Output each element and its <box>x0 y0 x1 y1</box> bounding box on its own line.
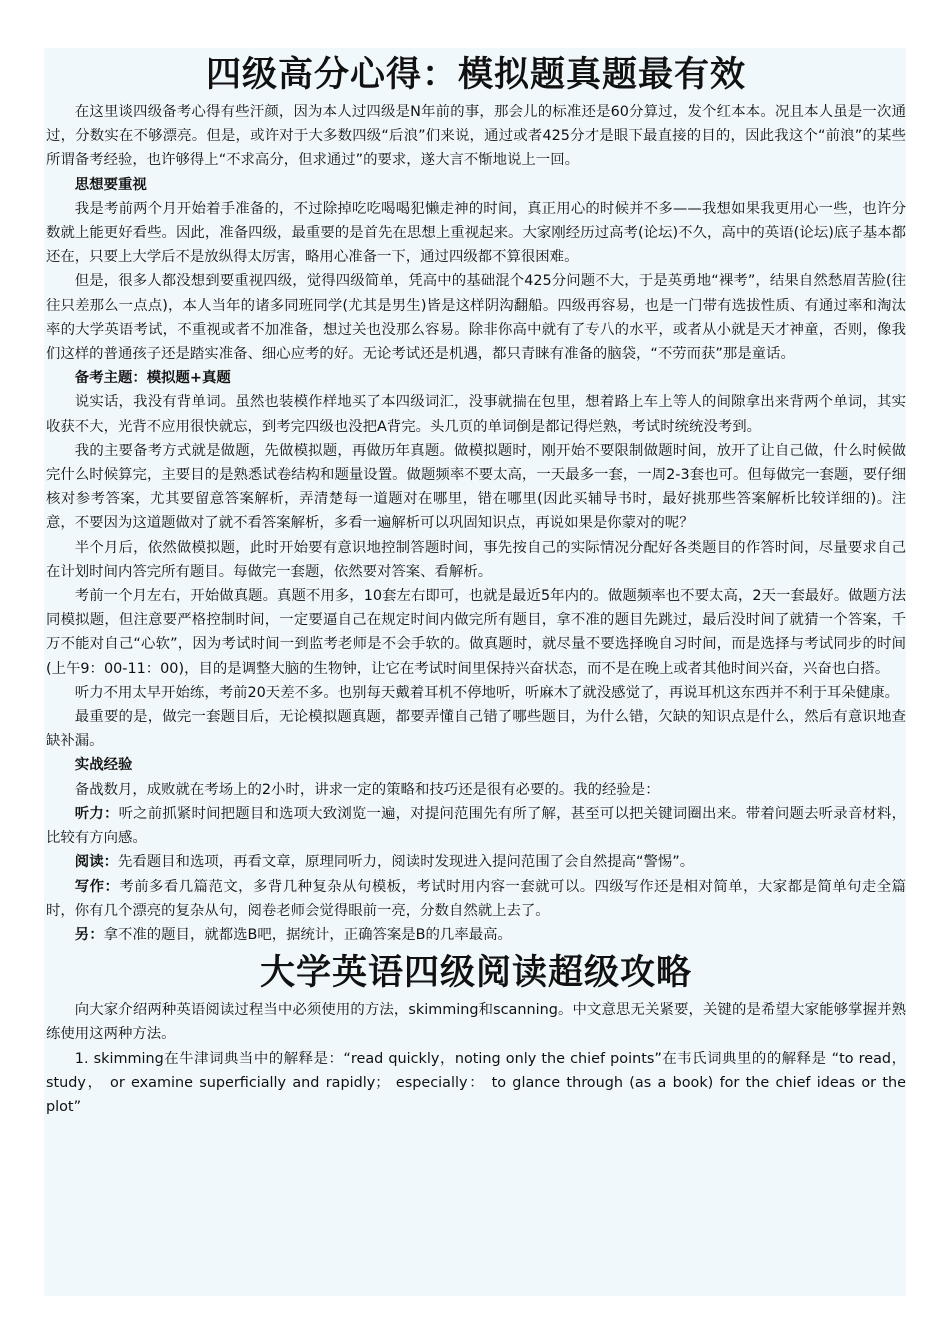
tip-text: 拿不准的题目，就都选B吧，据统计，正确答案是B的几率最高。 <box>103 926 512 943</box>
tip-reading <box>46 850 906 874</box>
section2-paragraph-5: 听力不用太早开始练，考前20天差不多。也别每天戴着耳机不停地听，听麻木了就没感觉了，再说耳机这东西并不利于耳朵健康。 <box>74 684 899 701</box>
tip-label: 听力： <box>74 805 119 822</box>
section2-heading: 备考主题：模拟题+真题 <box>74 370 231 387</box>
document-page <box>44 48 906 1296</box>
section1-heading: 思想要重视 <box>74 176 147 193</box>
article1-title: 四级高分心得：模拟题真题最有效 <box>205 54 746 95</box>
article1-intro: 在这里谈四级备考心得有些汗颜，因为本人过四级是N年前的事，那会儿的标准还是60分算过，发个红本本。况且本人虽是一次通过，分数实在不够漂亮。但是，或许对于大多数四级“后浪”们来说，通过或者425分才是眼下最直接的目的，因此我这个“前浪”的某些所谓备考经验，也许够得上“不求高分，但求通过”的要求，遂大言不惭地说上一回。 <box>46 104 906 169</box>
tip-other <box>46 923 906 947</box>
article2-intro: 向大家介绍两种英语阅读过程当中必须使用的方法，skimming和scanning。中文意思无关紧要，关键的是希望大家能够掌握并熟练使用这两种方法。 <box>46 1002 906 1043</box>
section1-paragraph-1: 我是考前两个月开始着手准备的，不过除掉吃吃喝喝犯懒走神的时间，真正用心的时候并不多——我想如果我更用心一些，也许分数就上能更好看些。因此，准备四级，最重要的是首先在思想上重视起来。大家刚经历过高考(论坛)不久，高中的英语(论坛)底子基本都还在，只要上大学后不是放纵得太厉害，略用心准备一下，通过四级都不算很困难。 <box>46 200 906 266</box>
tip-label: 写作： <box>74 878 120 895</box>
section2-paragraph-3: 半个月后，依然做模拟题，此时开始要有意识地控制答题时间，事先按自己的实际情况分配好各类题目的作答时间，尽量要求自己在计划时间内答完所有题目。每做完一套题，依然要对答案、看解析。 <box>46 539 906 580</box>
tip-writing <box>46 875 906 923</box>
section2-paragraph-1: 说实话，我没有背单词。虽然也装模作样地买了本四级词汇，没事就揣在包里，想着路上车上等人的间隙拿出来背两个单词，其实收获不大，光背不应用很快就忘，到考完四级也没把A背完。头几页的单词倒是都记得烂熟，考试时统统没考到。 <box>46 394 906 435</box>
section2-paragraph-4: 考前一个月左右，开始做真题。真题不用多，10套左右即可，也就是最近5年内的。做题频率也不要太高，2天一套最好。做题方法同模拟题，但注意要严格控制时间，一定要逼自己在规定时间内做完所有题目，拿不准的题目先跳过，最后没时间了就猜一个答案，千万不能对自己“心软”，因为考试时间一到监考老师是不会手软的。做真题时，就尽量不要选择晚自习时间，而是选择与考试同步的时间(上午9：00-11：00)，目的是调整大脑的生物钟，让它在考试时间里保持兴奋状态，而不是在晚上或者其他时间兴奋，兴奋也白搭。 <box>46 588 906 677</box>
document-content <box>44 52 906 1119</box>
tip-text: 听之前抓紧时间把题目和选项大致浏览一遍，对提问范围先有所了解，甚至可以把关键词圈出来。带着问题去听录音材料，比较有方向感。 <box>46 805 906 847</box>
tip-text: 先看题目和选项，再看文章，原理同听力，阅读时发现进入提问范围了会自然提高“警惕”。 <box>117 854 695 871</box>
section3-heading: 实战经验 <box>74 757 133 774</box>
tip-label: 另： <box>74 926 104 943</box>
article2-paragraph-1: 1. skimming在牛津词典当中的解释是：“read quickly，noting only the chief points”在韦氏词典里的的解释是 “to read， study， or examine superficially and rapidly； especially： to glance through (as a book) for the chief ideas or the plot” <box>46 1050 906 1115</box>
section3-paragraph-1: 备战数月，成败就在考场上的2小时，讲求一定的策略和技巧还是很有必要的。我的经验是： <box>74 781 660 798</box>
section2-paragraph-6: 最重要的是，做完一套题目后，无论模拟题真题，都要弄懂自己错了哪些题目，为什么错，欠缺的知识点是什么，然后有意识地查缺补漏。 <box>46 709 906 750</box>
tip-listening <box>46 802 906 850</box>
article2-title: 大学英语四级阅读超级攻略 <box>259 952 692 994</box>
tip-text: 考前多看几篇范文，多背几种复杂从句模板，考试时用内容一套就可以。四级写作还是相对简单，大家都是简单句走全篇时，你有几个漂亮的复杂从句，阅卷老师会觉得眼前一亮，分数自然就上去了。 <box>46 878 906 919</box>
tip-label: 阅读： <box>74 854 118 871</box>
section2-paragraph-2: 我的主要备考方式就是做题，先做模拟题，再做历年真题。做模拟题时，刚开始不要限制做题时间，放开了让自己做，什么时候做完什么时候算完，主要目的是熟悉试卷结构和题量设置。做题频率不要太高，一天最多一套，一周2-3套也可。但每做完一套题，要仔细核对参考答案，尤其要留意答案解析，弄清楚每一道题对在哪里，错在哪里(因此买辅导书时，最好挑那些答案解析比较详细的)。注意，不要因为这道题做对了就不看答案解析，多看一遍解析可以巩固知识点，再说如果是你蒙对的呢？ <box>46 442 906 532</box>
section1-paragraph-2: 但是，很多人都没想到要重视四级，觉得四级简单，凭高中的基础混个425分问题不大，于是英勇地“裸考”，结果自然愁眉苦脸(往往只差那么一点点)，本人当年的诸多同班同学(尤其是男生)皆是这样阴沟翻船。四级再容易，也是一门带有选拔性质、有通过率和淘汰率的大学英语考试，不重视或者不加准备，想过关也没那么容易。除非你高中就有了专八的水平，或者从小就是天才神童，否则，像我们这样的普通孩子还是踏实准备、细心应考的好。无论考试还是机遇，都只青睐有准备的脑袋，“不劳而获”那是童话。 <box>46 273 906 363</box>
